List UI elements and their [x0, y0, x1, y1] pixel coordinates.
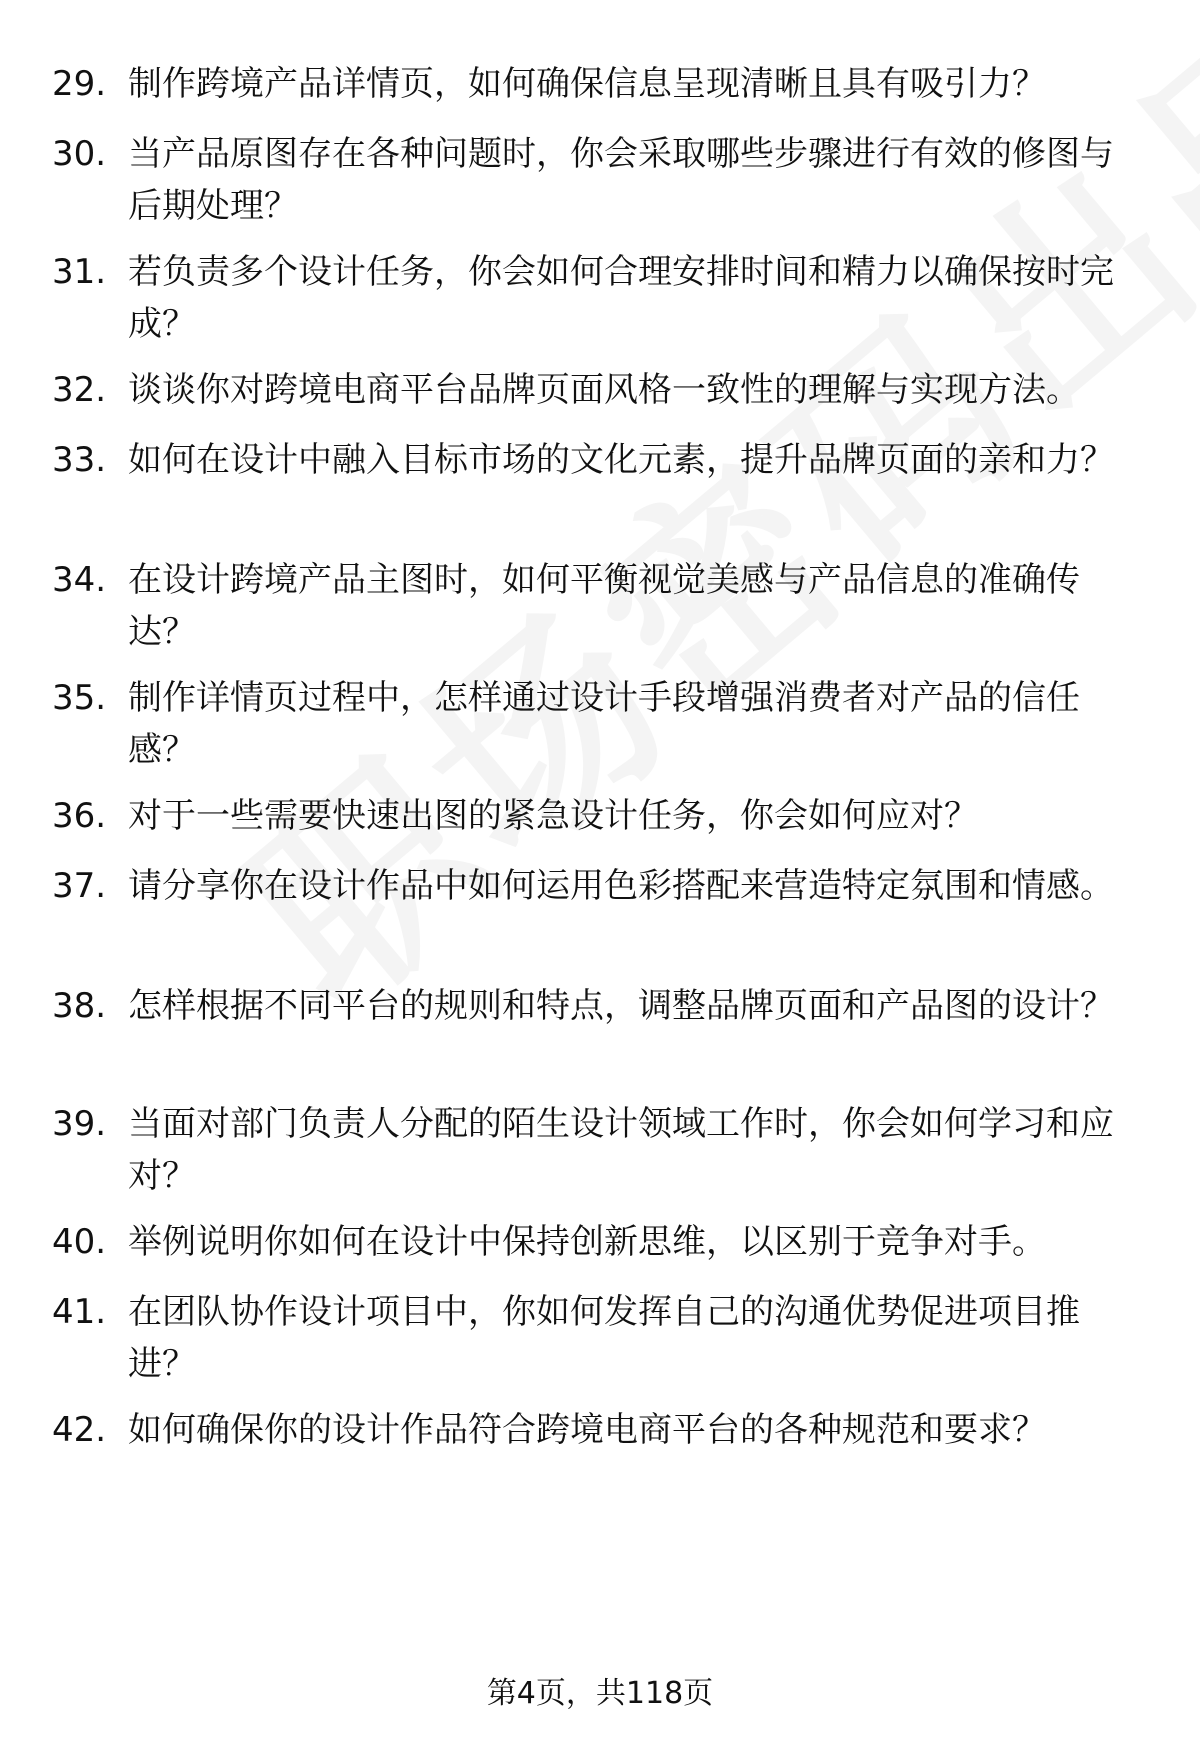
question-number: 35. — [52, 678, 107, 718]
question-text: 如何在设计中融入目标市场的文化元素，提升品牌页面的亲和力？ — [128, 440, 1114, 480]
question-number: 32. — [52, 370, 107, 410]
question-text: 在设计跨境产品主图时，如何平衡视觉美感与产品信息的准确传达？ — [128, 560, 1080, 652]
page-number-label: 第4页，共118页 — [486, 1676, 714, 1711]
question-number: 34. — [52, 560, 107, 600]
question-text: 若负责多个设计任务，你会如何合理安排时间和精力以确保按时完成？ — [128, 252, 1114, 344]
question-number: 38. — [52, 986, 107, 1026]
question-text: 举例说明你如何在设计中保持创新思维，以区别于竞争对手。 — [128, 1222, 1046, 1262]
question-text: 对于一些需要快速出图的紧急设计任务，你会如何应对？ — [128, 796, 978, 836]
question-number: 36. — [52, 796, 107, 836]
question-number: 41. — [52, 1292, 107, 1332]
question-text: 当面对部门负责人分配的陌生设计领域工作时，你会如何学习和应对？ — [128, 1104, 1114, 1196]
question-text: 当产品原图存在各种问题时，你会采取哪些步骤进行有效的修图与后期处理？ — [128, 134, 1114, 226]
question-number: 37. — [52, 866, 107, 906]
question-text: 谈谈你对跨境电商平台品牌页面风格一致性的理解与实现方法。 — [128, 370, 1080, 410]
question-text: 怎样根据不同平台的规则和特点，调整品牌页面和产品图的设计？ — [128, 986, 1114, 1026]
question-number: 33. — [52, 440, 107, 480]
question-number: 30. — [52, 134, 107, 174]
page-footer — [0, 1672, 1200, 1716]
question-text: 如何确保你的设计作品符合跨境电商平台的各种规范和要求？ — [128, 1410, 1046, 1450]
question-number: 40. — [52, 1222, 107, 1262]
question-text: 制作详情页过程中，怎样通过设计手段增强消费者对产品的信任感？ — [128, 678, 1080, 770]
question-number: 42. — [52, 1410, 107, 1450]
question-text: 请分享你在设计作品中如何运用色彩搭配来营造特定氛围和情感。 — [128, 866, 1114, 906]
question-text: 在团队协作设计项目中，你如何发挥自己的沟通优势促进项目推进？ — [128, 1292, 1080, 1384]
question-number: 31. — [52, 252, 107, 292]
question-number: 39. — [52, 1104, 107, 1144]
question-text: 制作跨境产品详情页，如何确保信息呈现清晰且具有吸引力？ — [128, 64, 1046, 104]
question-number: 29. — [52, 64, 107, 104]
